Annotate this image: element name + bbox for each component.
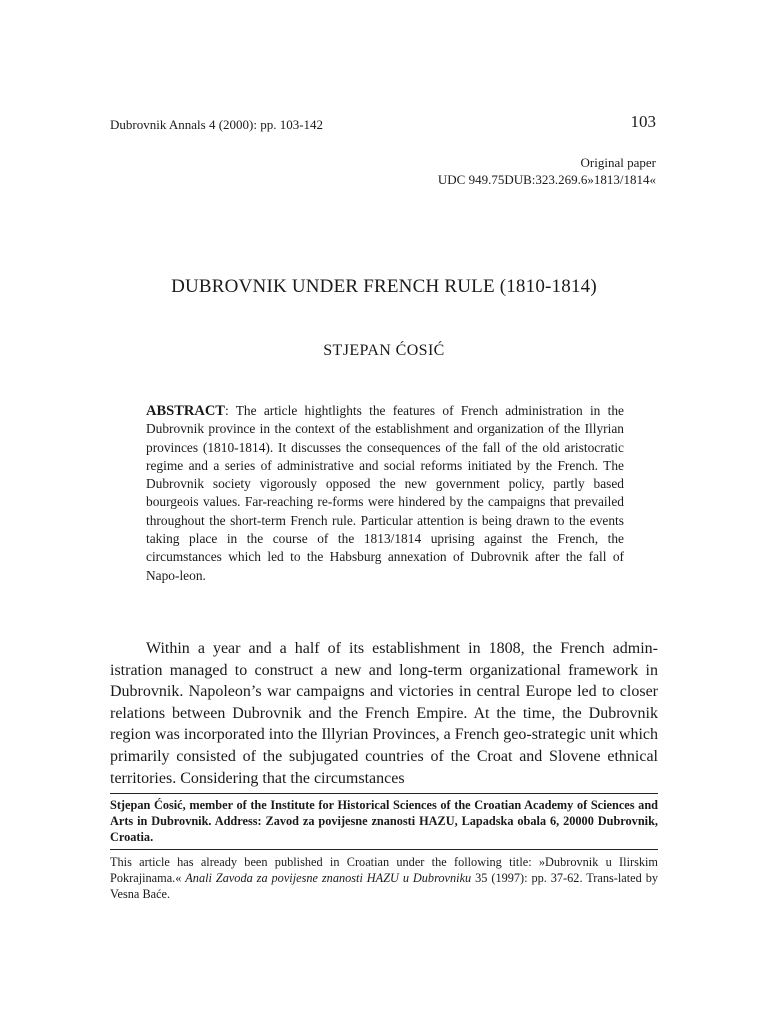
journal-reference: Dubrovnik Annals 4 (2000): pp. 103-142 <box>110 117 324 132</box>
abstract-text: : The article hightlights the features of French administration in the Dubrovnik province in the context of the establishment and organization of the Illyrian provinces (1810-1814). It discusses the consequences of the fall of the old aristocratic regime and a series of administrative and social reforms initiated by the French. The Dubrovnik society vigorously opposed the new government policy, partly based bourgeois values. Far-reaching re-forms were hindered by the campaigns that prevailed throughout the short-term French rule. Particular attention is being drawn to the events taking place in the course of the 1813/1814 uprising against the French, the circumstances which led to the Habsburg annexation of Dubrovnik after the fall of Napo-leon. <box>146 403 624 583</box>
body-paragraph: Within a year and a half of its establishment in 1808, the French admin-istration managed to construct a new and long-term organizational framework in Dubrovnik. Napoleon’s war campaigns and victories in central Europe led to closer relations between Dubrovnik and the French Empire. At the time, the Dubrovnik region was incorporated into the Illyrian Provinces, a French geo-strategic unit which primarily consisted of the subjugated countries of the Croat and Slovene ethnical territories. Considering that the circumstances <box>110 640 658 787</box>
article-title: DUBROVNIK UNDER FRENCH RULE (1810-1814) <box>171 276 597 297</box>
publication-note-suffix: 35 (1997): pp. 37-62. Trans-lated by Vesna Baće. <box>110 871 658 902</box>
abstract <box>146 402 624 585</box>
footnote-divider <box>110 793 658 794</box>
publication-note <box>110 854 658 903</box>
udc-code: UDC 949.75DUB:323.269.6»1813/1814« <box>437 172 656 187</box>
author-affiliation-note: Stjepan Ćosić, member of the Institute for Historical Sciences of the Croatian Academy of Sciences and Arts in Dubrovnik. Address: Zavod za povijesne znanosti HAZU, Lapadska obala 6, 20000 Dubrovnik, Croatia. <box>110 798 658 845</box>
publication-note-prefix: This article has already been published in Croatian under the following title: »Dubrovnik u Ilirskim Pokrajinama.« <box>110 855 658 886</box>
article-author: STJEPAN ĆOSIĆ <box>323 342 445 359</box>
paper-meta <box>438 154 656 188</box>
paper-type: Original paper <box>580 155 656 170</box>
publication-journal: Anali Zavoda za povijesne znanosti HAZU u Dubrovniku <box>185 871 472 886</box>
footnote-divider-2 <box>110 849 658 850</box>
abstract-label: ABSTRACT <box>146 403 225 419</box>
page-number: 103 <box>630 112 656 131</box>
